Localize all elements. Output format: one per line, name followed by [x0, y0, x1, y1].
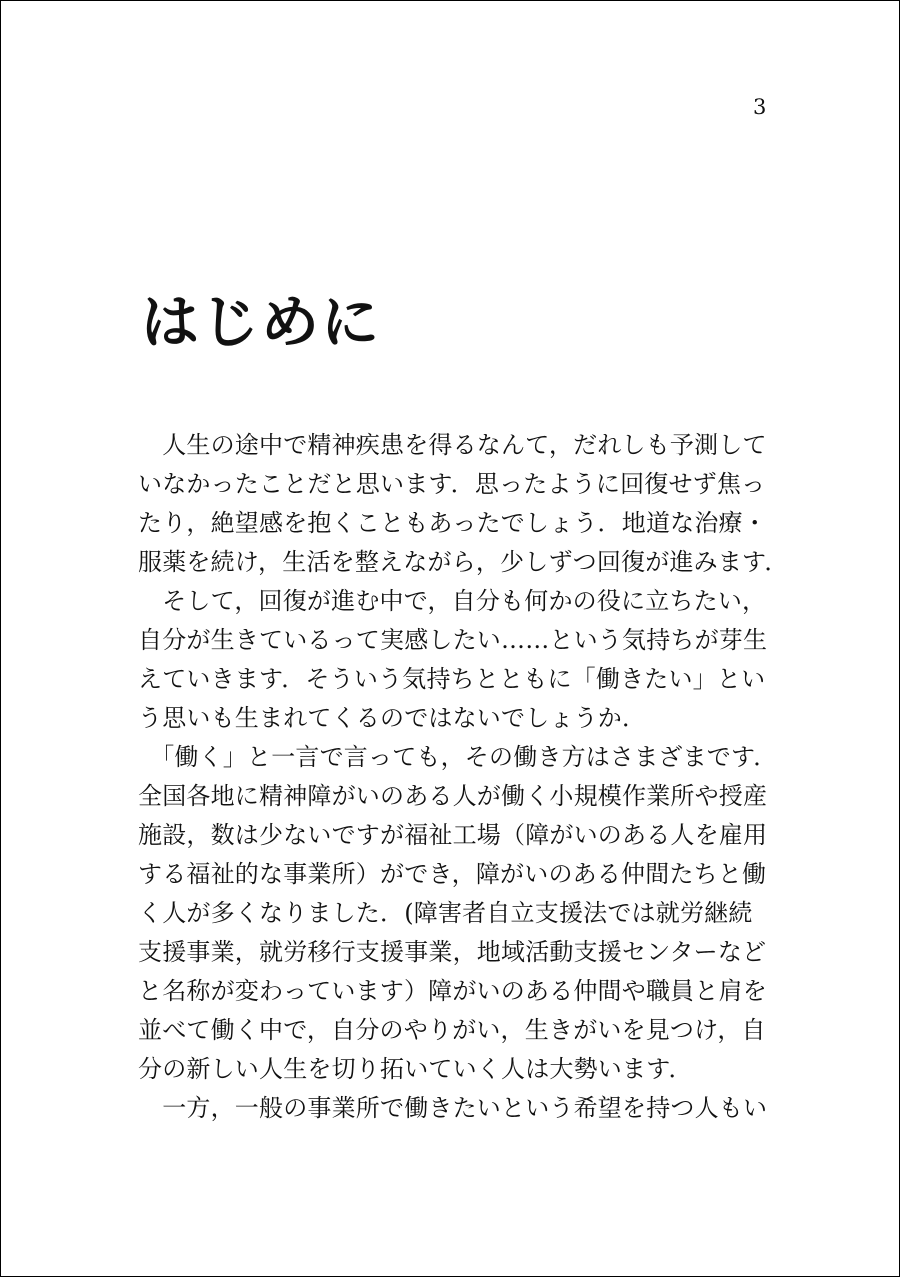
- text-line: 分の新しい人生を切り拓いていく人は大勢います．: [138, 1055, 693, 1083]
- text-line: 全国各地に精神障がいのある人が働く小規模作業所や授産: [138, 782, 768, 810]
- text-line: 支援事業，就労移行支援事業，地域活動支援センターなど: [138, 938, 767, 966]
- page-number: 3: [753, 95, 767, 119]
- chapter-title: はじめに: [141, 288, 382, 356]
- text-line: 自分が生きているって実感したい……という気持ちが芽生: [138, 626, 768, 654]
- text-line: く人が多くなりました．(障害者自立支援法では就労継続: [138, 899, 753, 927]
- text-line: する福祉的な事業所）ができ，障がいのある仲間たちと働: [138, 860, 767, 888]
- text-line: 一方，一般の事業所で働きたいという希望を持つ人もい: [138, 1094, 768, 1122]
- text-line: と名称が変わっています）障がいのある仲間や職員と肩を: [138, 977, 767, 1005]
- text-line: 人生の途中で精神疾患を得るなんて，だれしも予測して: [138, 431, 767, 459]
- text-line: 並べて働く中で，自分のやりがい，生きがいを見つけ，自: [138, 1016, 766, 1044]
- text-line: そして，回復が進む中で，自分も何かの役に立ちたい，: [138, 587, 767, 615]
- text-line: う思いも生まれてくるのではないでしょうか．: [138, 704, 647, 732]
- text-line: 服薬を続け，生活を整えながら，少しずつ回復が進みます．: [138, 548, 789, 576]
- text-line: 「働く」と一言で言っても，その働き方はさまざまです．: [138, 743, 778, 771]
- text-line: たり，絶望感を抱くこともあったでしょう．地道な治療・: [138, 509, 767, 537]
- text-line: 施設，数は少ないですが福祉工場（障がいのある人を雇用: [138, 821, 768, 849]
- text-line: えていきます．そういう気持ちとともに「働きたい」とい: [138, 665, 766, 693]
- text-line: いなかったことだと思います．思ったように回復せず焦っ: [138, 470, 766, 498]
- body-text: [138, 426, 789, 1128]
